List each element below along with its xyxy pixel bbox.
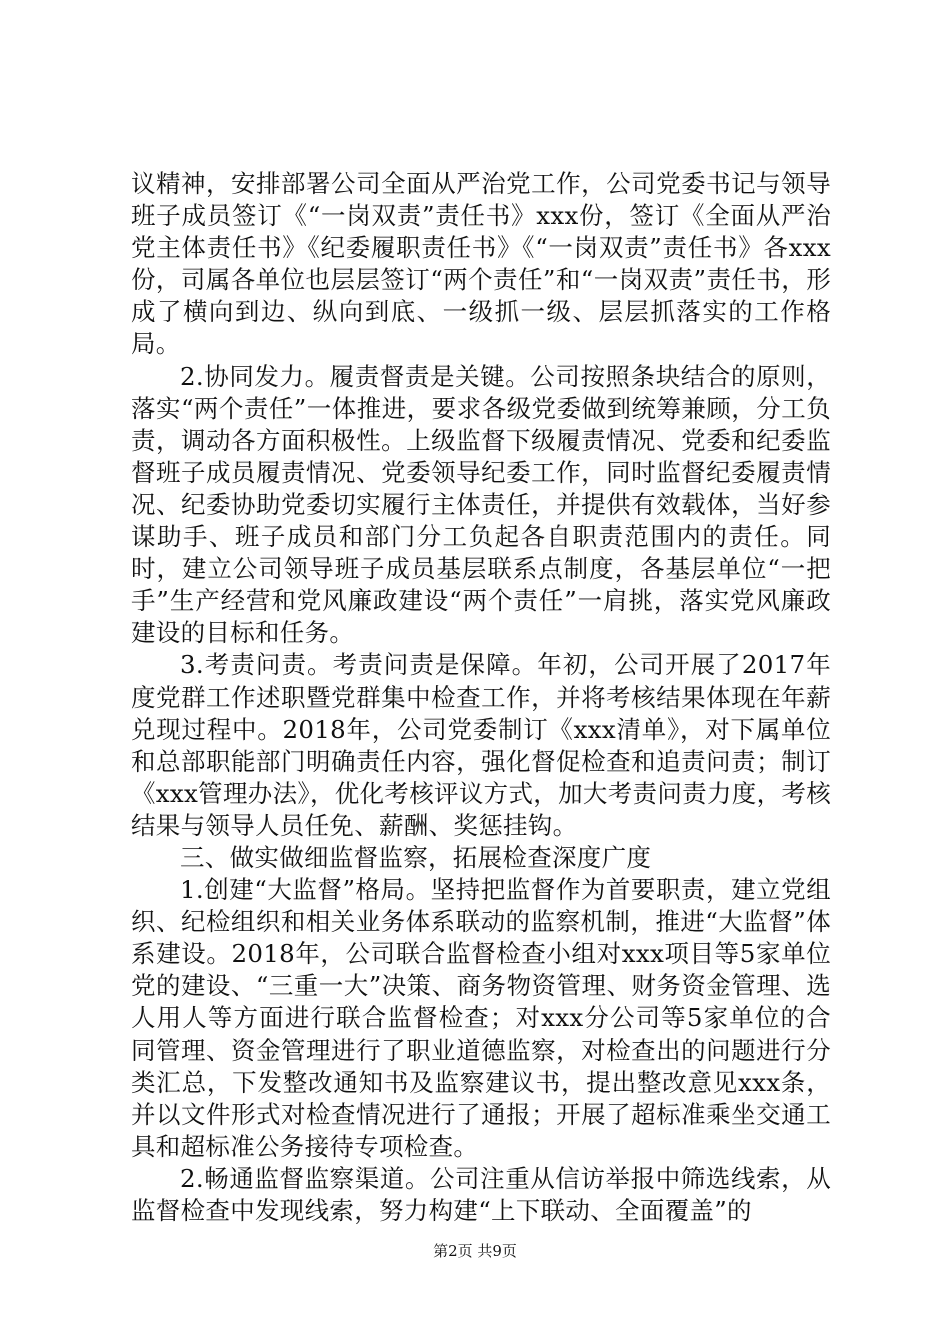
section-heading: 三、做实做细监督监察，拓展检查深度广度	[180, 842, 652, 872]
paragraph-1: 议精神，安排部署公司全面从严治党工作，公司党委书记与领导班子成员签订《“一岗双责”责任书》xxx份，签订《全面从严治党主体责任书》《纪委履职责任书》《“一岗双责”责任书》各xxx份，司属各单位也层层签订“两个责任”和“一岗双责”责任书，形成了横向到边、纵向到底、一级抓一级、层层抓落实的工作格局。	[131, 169, 831, 359]
paragraph-5: 2.畅通监督监察渠道。公司注重从信访举报中筛选线索，从监督检查中发现线索，努力构建“上下联动、全面覆盖”的	[131, 1163, 831, 1225]
page-number-footer: 第2页 共9页	[433, 1242, 517, 1260]
paragraph-2: 2.协同发力。履责督责是关键。公司按照条块结合的原则，落实“两个责任”一体推进，要求各级党委做到统筹兼顾，分工负责，调动各方面积极性。上级监督下级履责情况、党委和纪委监督班子成员履责情况、党委领导纪委工作，同时监督纪委履责情况、纪委协助党委切实履行主体责任，并提供有效载体，当好参谋助手、班子成员和部门分工负起各自职责范围内的责任。同时，建立公司领导班子成员基层联系点制度，各基层单位“一把手”生产经营和党风廉政建设“两个责任”一肩挑，落实党风廉政建设的目标和任务。	[131, 361, 832, 648]
paragraph-3: 3.考责问责。考责问责是保障。年初，公司开展了2017年度党群工作述职暨党群集中检查工作，并将考核结果体现在年薪兑现过程中。2018年，公司党委制订《xxx清单》，对下属单位和总部职能部门明确责任内容，强化督促检查和追责问责；制订《xxx管理办法》，优化考核评议方式，加大考责问责力度，考核结果与领导人员任免、薪酬、奖惩挂钩。	[131, 650, 831, 840]
paragraph-4: 1.创建“大监督”格局。坚持把监督作为首要职责，建立党组织、纪检组织和相关业务体系联动的监察机制，推进“大监督”体系建设。2018年，公司联合监督检查小组对xxx项目等5家单位党的建设、“三重一大”决策、商务物资管理、财务资金管理、选人用人等方面进行联合监督检查；对xxx分公司等5家单位的合同管理、资金管理进行了职业道德监察，对检查出的问题进行分类汇总，下发整改通知书及监察建议书，提出整改意见xxx条，并以文件形式对检查情况进行了通报；开展了超标准乘坐交通工具和超标准公务接待专项检查。	[131, 875, 831, 1161]
document-body	[131, 168, 831, 1227]
